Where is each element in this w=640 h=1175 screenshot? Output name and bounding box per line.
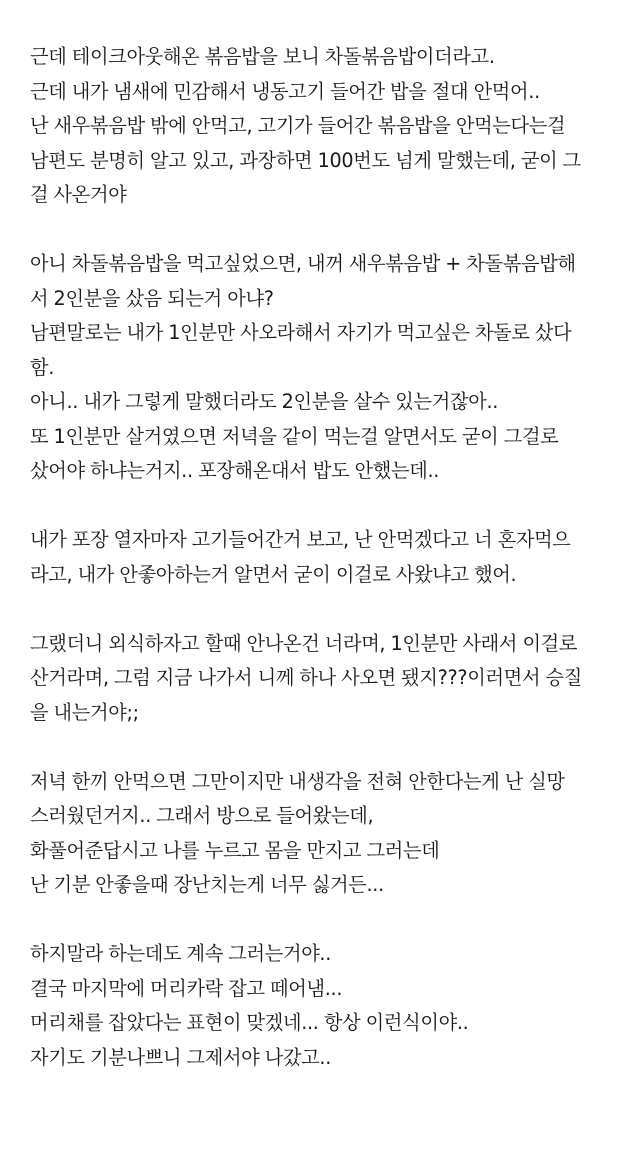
text-line: 머리채를 잡았다는 표현이 맞겠네... 항상 이런식이야.. (30, 1011, 469, 1034)
text-line: 아니 차돌볶음밥을 먹고싶었으면, 내꺼 새우볶음밥 + 차돌볶음밥해 (30, 252, 576, 275)
text-line: 라고, 내가 안좋아하는거 알면서 굳이 이걸로 사왔냐고 했어. (30, 562, 517, 586)
paragraph-gap (30, 730, 625, 765)
text-line: 근데 내가 냄새에 민감해서 냉동고기 들어간 밥을 절대 안먹어.. (30, 79, 540, 103)
paragraph-gap (30, 489, 625, 524)
text-line: 그랬더니 외식하자고 할때 안나온건 너라며, 1인분만 사래서 이걸로 (30, 631, 578, 655)
text-line: 내가 포장 열자마자 고기들어간거 보고, 난 안먹겠다고 너 혼자먹으 (30, 528, 571, 551)
text-line: 하지말라 하는데도 계속 그러는거야.. (30, 942, 332, 965)
text-line: 저녁 한끼 안먹으면 그만이지만 내생각을 전혀 안한다는게 난 실망 (30, 769, 565, 793)
text-line: 자기도 기분나쁘니 그제서야 나갔고.. (30, 1045, 332, 1069)
text-line: 화풀어준답시고 나를 누르고 몸을 만지고 그러는데 (30, 838, 440, 862)
text-line: 을 내는거야;; (30, 700, 139, 724)
text-line: 남편말로는 내가 1인분만 사오라해서 자기가 먹고싶은 차돌로 샀다 (30, 321, 572, 344)
paragraph-gap (30, 592, 625, 627)
text-line: 남편도 분명히 알고 있고, 과장하면 100번도 넘게 말했는데, 굳이 그 (30, 148, 581, 172)
text-line: 산거라며, 그럼 지금 나가서 니께 하나 사오면 됐지???이러면서 승질 (30, 666, 582, 689)
text-line: 결국 마지막에 머리카락 잡고 떼어냄... (30, 976, 343, 1000)
text-line: 근데 테이크아웃해온 볶음밥을 보니 차돌볶음밥이더라고. (30, 45, 495, 68)
text-line: 걸 사온거야 (30, 183, 127, 206)
text-line: 샀어야 하냐는거지.. 포장해온대서 밥도 안했는데.. (30, 459, 440, 482)
text-line: 함. (30, 355, 55, 379)
text-line: 서 2인분을 샀음 되는거 아냐? (30, 286, 274, 310)
text-line: 난 새우볶음밥 밖에 안먹고, 고기가 들어간 볶음밥을 안먹는다는걸 (30, 114, 566, 137)
paragraph-gap (30, 903, 625, 938)
paragraph-gap (30, 213, 625, 248)
text-line: 아니.. 내가 그렇게 말했더라도 2인분을 살수 있는거잖아.. (30, 390, 499, 413)
text-line: 스러웠던거지.. 그래서 방으로 들어왔는데, (30, 804, 374, 827)
text-line: 난 기분 안좋을때 장난치는게 너무 싫거든... (30, 873, 384, 896)
post-body (30, 40, 625, 1075)
text-line: 또 1인분만 살거였으면 저녁을 같이 먹는걸 알면서도 굳이 그걸로 (30, 424, 559, 448)
